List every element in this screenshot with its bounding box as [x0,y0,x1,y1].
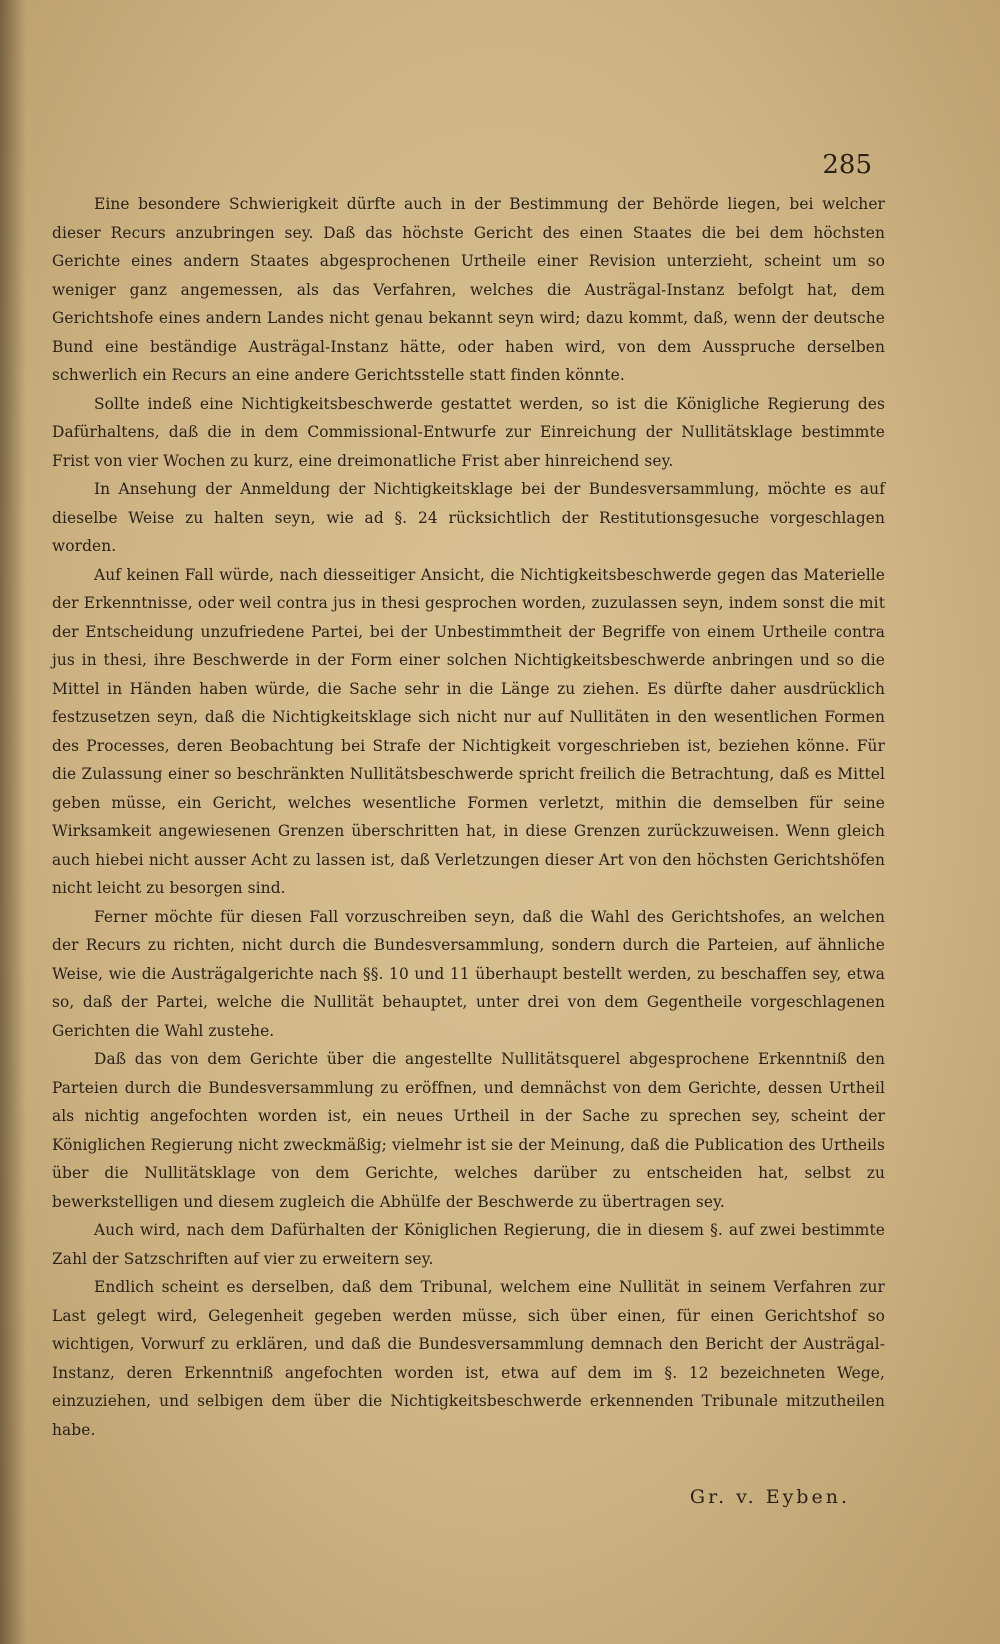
paragraph: Auch wird, nach dem Dafürhalten der Königlichen Regierung, die in diesem §. auf zwei bestimmte Zahl der Satzschriften auf vier zu erweitern sey. [52,1221,885,1268]
page-number: 285 [822,150,872,180]
paragraph: Endlich scheint es derselben, daß dem Tribunal, welchem eine Nullität in seinem Verfahren zur Last gelegt wird, Gelegenheit gegeben werden müsse, sich über einen, für einen Gerichtshof so wichtigen, Vorwurf zu erklären, und daß die Bundesversammlung demnach den Bericht der Austrägal-Instanz, deren Erkenntniß angefochten worden ist, etwa auf dem im §. 12 bezeichneten Wege, einzuziehen, und selbigen dem über die Nichtigkeitsbeschwerde erkennenden Tribunale mitzutheilen habe. [52,1278,885,1439]
paragraph: Sollte indeß eine Nichtigkeitsbeschwerde gestattet werden, so ist die Königliche Regierung des Dafürhaltens, daß die in dem Commissional-Entwurfe zur Einreichung der Nullitätsklage bestimmte Frist von vier Wochen zu kurz, eine dreimonatliche Frist aber hinreichend sey. [52,394,885,470]
paragraph: Daß das von dem Gerichte über die angestellte Nullitätsquerel abgesprochene Erkenntniß den Parteien durch die Bundesversammlung zu eröffnen, und demnächst von dem Gerichte, dessen Urtheil als nichtig angefochten worden ist, ein neues Urtheil in der Sache zu sprechen sey, scheint der Königlichen Regierung nicht zweckmäßig; vielmehr ist sie der Meinung, daß die Publication des Urtheils über die Nullitätsklage von dem Gerichte, welches darüber zu entscheiden hat, selbst zu bewerkstelligen und diesem zugleich die Abhülfe der Beschwerde zu übertragen sey. [52,1050,885,1211]
paragraph: In Ansehung der Anmeldung der Nichtigkeitsklage bei der Bundesversammlung, möchte es auf dieselbe Weise zu halten seyn, wie ad §. 24 rücksichtlich der Restitutionsgesuche vorgeschlagen worden. [52,480,885,555]
body-text [52,190,885,1444]
paragraph: Auf keinen Fall würde, nach diesseitiger Ansicht, die Nichtigkeitsbeschwerde gegen das Materielle der Erkenntnisse, oder weil contra jus in thesi gesprochen worden, zuzulassen seyn, indem sonst die mit der Entscheidung unzufriedene Partei, bei der Unbestimmtheit der Begriffe von einem Urtheile contra jus in thesi, ihre Beschwerde in der Form einer solchen Nichtigkeitsbeschwerde anbringen und so die Mittel in Händen haben würde, die Sache sehr in die Länge zu ziehen. Es dürfte daher ausdrücklich festzusetzen seyn, daß die Nichtigkeitsklage sich nicht nur auf Nullitäten in den wesentlichen Formen des Processes, deren Beobachtung bei Strafe der Nichtigkeit vorgeschrieben ist, beziehen könne. Für die Zulassung einer so beschränkten Nullitätsbeschwerde spricht freilich die Betrachtung, daß es Mittel geben müsse, ein Gericht, welches wesentliche Formen verletzt, mithin die demselben für seine Wirksamkeit angewiesenen Grenzen überschritten hat, in diese Grenzen zurückzuweisen. Wenn gleich auch hiebei nicht ausser Acht zu lassen ist, daß Verletzungen dieser Art von den höchsten Gerichtshöfen nicht leicht zu besorgen sind. [52,565,885,897]
page-gutter-shadow [0,0,26,1644]
signature: Gr. v. Eyben. [689,1486,850,1508]
paragraph: Ferner möchte für diesen Fall vorzuschreiben seyn, daß die Wahl des Gerichtshofes, an welchen der Recurs zu richten, nicht durch die Bundesversammlung, sondern durch die Parteien, auf ähnliche Weise, wie die Austrägalgerichte nach §§. 10 und 11 überhaupt bestellt werden, zu beschaffen sey, etwa so, daß der Partei, welche die Nullität behauptet, unter drei von dem Gegentheile vorgeschlagenen Gerichten die Wahl zustehe. [52,907,885,1040]
paragraph: Eine besondere Schwierigkeit dürfte auch in der Bestimmung der Behörde liegen, bei welcher dieser Recurs anzubringen sey. Daß das höchste Gericht des einen Staates die bei dem höchsten Gerichte eines andern Staates abgesprochenen Urtheile einer Revision unterzieht, scheint um so weniger ganz angemessen, als das Verfahren, welches die Austrägal-Instanz befolgt hat, dem Gerichtshofe eines andern Landes nicht genau bekannt seyn wird; dazu kommt, daß, wenn der deutsche Bund eine beständige Austrägal-Instanz hätte, oder haben wird, von dem Ausspruche derselben schwerlich ein Recurs an eine andere Gerichtsstelle statt finden könnte. [52,195,885,384]
